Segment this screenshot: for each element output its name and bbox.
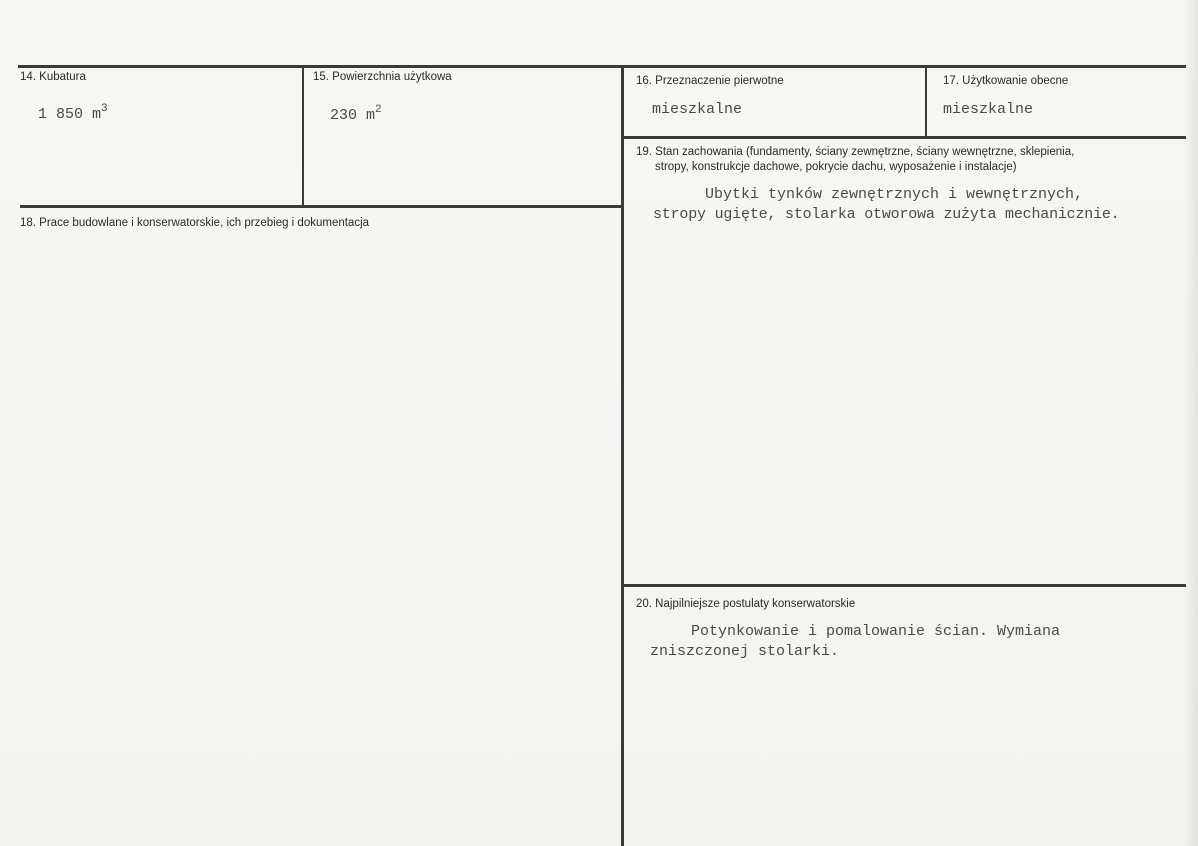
field-19-text-line2: stropy ugięte, stolarka otworowa zużyta mechanicznie. [653,206,1120,223]
divider-main [621,66,624,846]
field-20-text-line2: zniszczonej stolarki. [650,643,840,660]
field-17-value: mieszkalne [943,101,1034,118]
rule-right-row2 [622,584,1186,587]
field-15-unit-exponent: 2 [375,104,382,116]
rule-top [18,65,1186,68]
field-19-label-line1: 19. Stan zachowania (fundamenty, ściany zewnętrzne, ściany wewnętrzne, sklepienia, [636,146,1075,158]
field-14-value [38,98,108,126]
field-20-label: 20. Najpilniejsze postulaty konserwatorskie [636,598,856,610]
field-15-value-text: 230 m [330,107,376,124]
field-16-label: 16. Przeznaczenie pierwotne [636,75,784,87]
field-20-text-line1: Potynkowanie i pomalowanie ścian. Wymiana [691,623,1061,640]
rule-right-row1 [624,136,1186,139]
field-19-text-line1: Ubytki tynków zewnętrznych i wewnętrznych, [705,186,1084,203]
divider-14-15 [302,66,304,207]
field-17-label: 17. Użytkowanie obecne [943,75,1069,87]
field-19-label-line2: stropy, konstrukcje dachowe, pokrycie dachu, wyposażenie i instalacje) [655,161,1017,173]
field-14-label: 14. Kubatura [20,71,86,83]
field-18-label: 18. Prace budowlane i konserwatorskie, ich przebieg i dokumentacja [20,217,370,229]
field-15-label: 15. Powierzchnia użytkowa [313,71,452,83]
rule-left-row1 [20,205,622,208]
field-14-value-text: 1 850 m [38,106,102,123]
field-16-value: mieszkalne [652,101,743,118]
divider-16-17 [925,66,927,138]
field-14-unit-exponent: 3 [101,103,108,115]
card-edge-shadow [1184,0,1198,846]
field-15-value [330,99,382,127]
